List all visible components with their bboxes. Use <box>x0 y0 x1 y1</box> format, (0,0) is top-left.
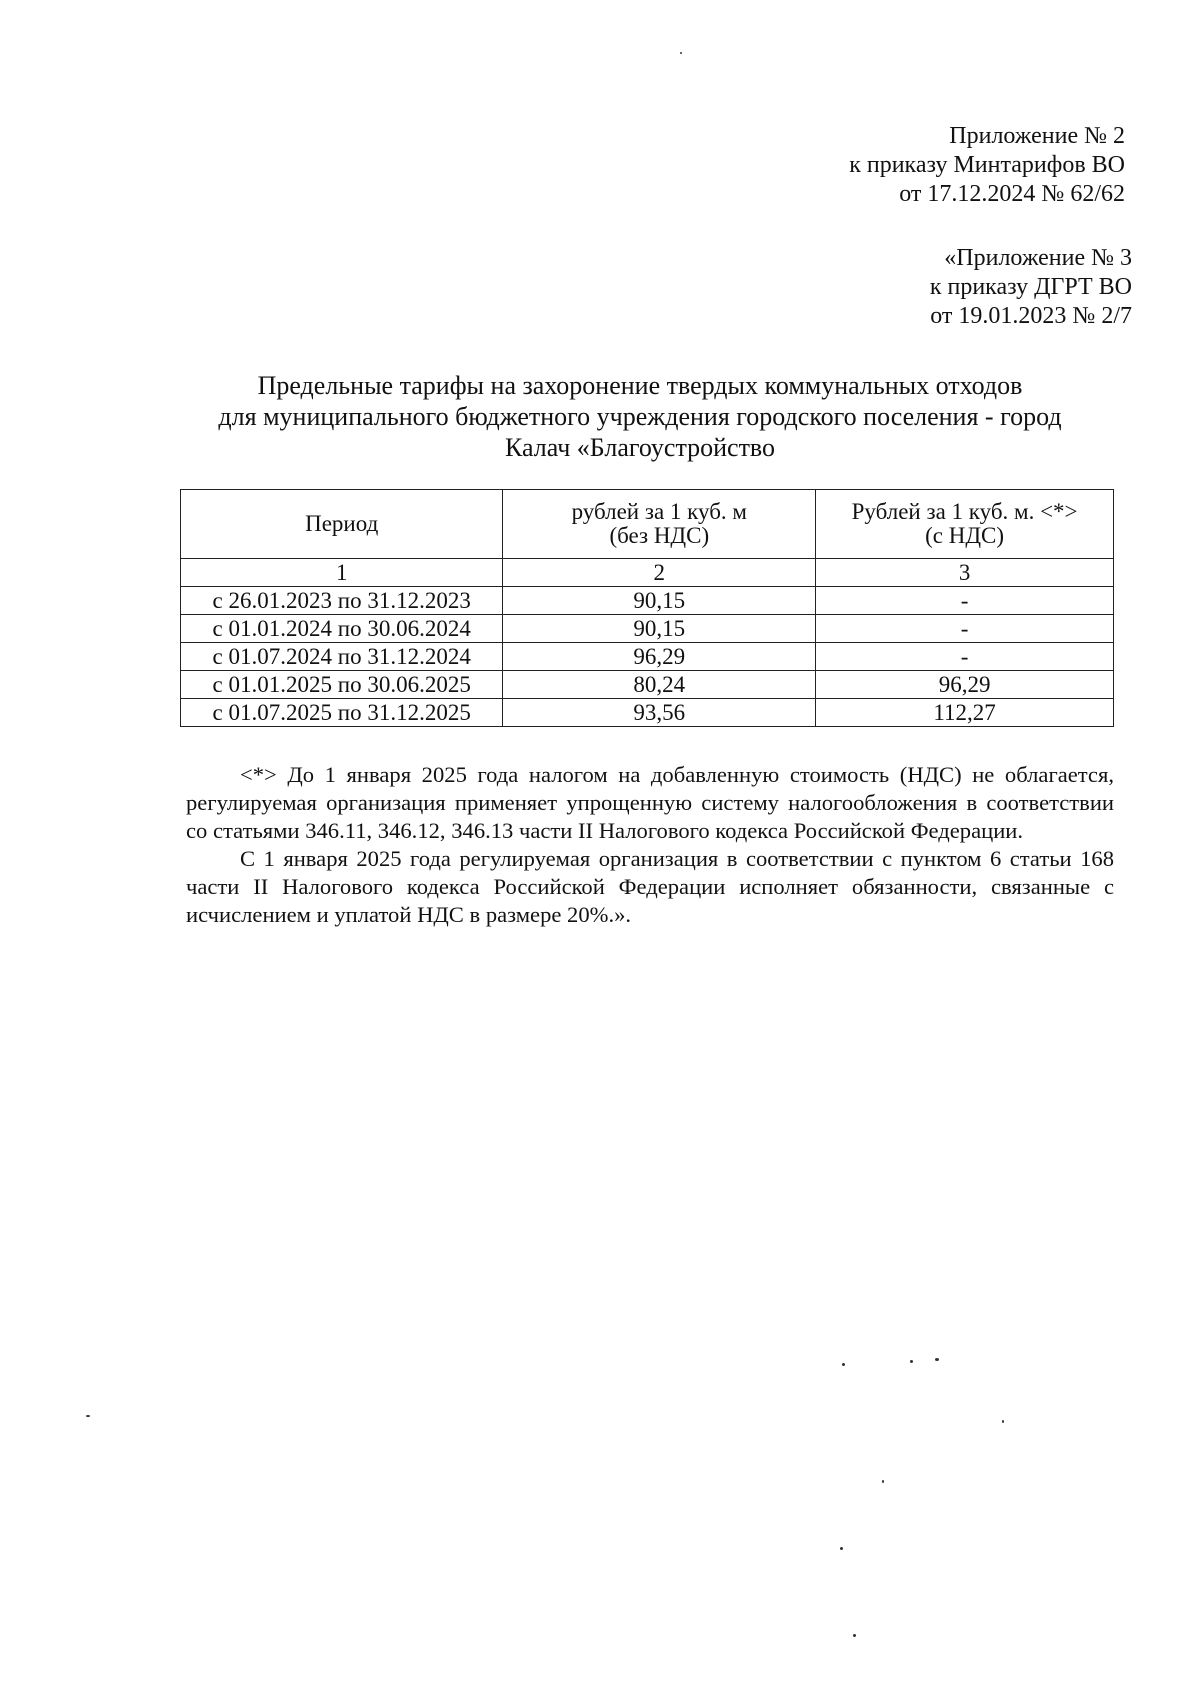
table-row <box>181 587 1114 615</box>
column-number: 3 <box>816 559 1114 587</box>
column-number-row <box>181 559 1114 587</box>
header-price-with-vat-line2: (с НДС) <box>925 523 1005 548</box>
scan-speck <box>842 1363 845 1366</box>
footnotes <box>186 761 1114 929</box>
tariff-table-header-row <box>181 490 1114 559</box>
price-without-vat-cell: 90,15 <box>503 615 816 643</box>
header-period <box>181 490 503 559</box>
price-with-vat-cell: - <box>816 587 1114 615</box>
header-price-without-vat-line1: рублей за 1 куб. м <box>571 499 747 524</box>
period-cell: с 01.07.2024 по 31.12.2024 <box>181 643 503 671</box>
price-without-vat-cell: 93,56 <box>503 699 816 727</box>
table-row <box>181 699 1114 727</box>
attachment-header-line: к приказу Минтарифов ВО <box>849 152 1125 178</box>
scan-speck <box>840 1547 843 1550</box>
attachment-header-line: Приложение № 2 <box>949 123 1125 149</box>
header-price-with-vat-line1: Рублей за 1 куб. м. <*> <box>851 499 1078 524</box>
price-with-vat-cell: 112,27 <box>816 699 1114 727</box>
table-row <box>181 671 1114 699</box>
price-without-vat-cell: 90,15 <box>503 587 816 615</box>
period-cell: с 01.01.2025 по 30.06.2025 <box>181 671 503 699</box>
scan-speck <box>680 52 682 54</box>
price-without-vat-cell: 80,24 <box>503 671 816 699</box>
original-attachment-header-line: «Приложение № 3 <box>944 245 1132 271</box>
header-price-with-vat <box>816 490 1114 559</box>
scan-speck <box>882 1480 884 1483</box>
header-price-without-vat-line2: (без НДС) <box>609 523 710 548</box>
header-price-without-vat <box>503 490 816 559</box>
scan-speck <box>86 1415 90 1417</box>
tariff-table <box>180 489 1114 727</box>
attachment-header <box>849 122 1125 209</box>
original-attachment-header-line: от 19.01.2023 № 2/7 <box>930 303 1132 329</box>
price-with-vat-cell: - <box>816 643 1114 671</box>
document-title-line: Предельные тарифы на захоронение твердых коммунальных отходов <box>257 371 1023 400</box>
period-cell: с 01.07.2025 по 31.12.2025 <box>181 699 503 727</box>
scan-speck <box>910 1360 913 1363</box>
scan-speck <box>853 1634 856 1637</box>
document-title-line: Калач «Благоустройство <box>504 433 776 462</box>
price-without-vat-cell: 96,29 <box>503 643 816 671</box>
footnote-vat-exempt: <*> До 1 января 2025 года налогом на добавленную стоимость (НДС) не облагается, регулируемая организация применяет упрощенную систему налогообложения в соответствии со статьями 346.11, 346.12, 346.13 части II Налогового кодекса Российской Федерации. <box>186 762 1114 843</box>
table-row <box>181 643 1114 671</box>
header-period-label: Период <box>305 511 379 536</box>
column-number: 1 <box>181 559 503 587</box>
footnote-vat-from-2025: С 1 января 2025 года регулируемая организация в соответствии с пунктом 6 статьи 168 части II Налогового кодекса Российской Федерации исполняет обязанности, связанные с исчислением и уплатой НДС в размере 20%.». <box>186 846 1114 927</box>
document-title <box>170 370 1110 463</box>
price-with-vat-cell: - <box>816 615 1114 643</box>
period-cell: с 26.01.2023 по 31.12.2023 <box>181 587 503 615</box>
original-attachment-header-line: к приказу ДГРТ ВО <box>929 274 1132 300</box>
original-attachment-header <box>930 244 1132 331</box>
attachment-header-line: от 17.12.2024 № 62/62 <box>899 181 1125 207</box>
document-title-line: для муниципального бюджетного учреждения городского поселения - город <box>218 402 1062 431</box>
price-with-vat-cell: 96,29 <box>816 671 1114 699</box>
scan-speck <box>1002 1420 1004 1423</box>
table-row <box>181 615 1114 643</box>
period-cell: с 01.01.2024 по 30.06.2024 <box>181 615 503 643</box>
scan-speck <box>935 1358 939 1361</box>
column-number: 2 <box>503 559 816 587</box>
